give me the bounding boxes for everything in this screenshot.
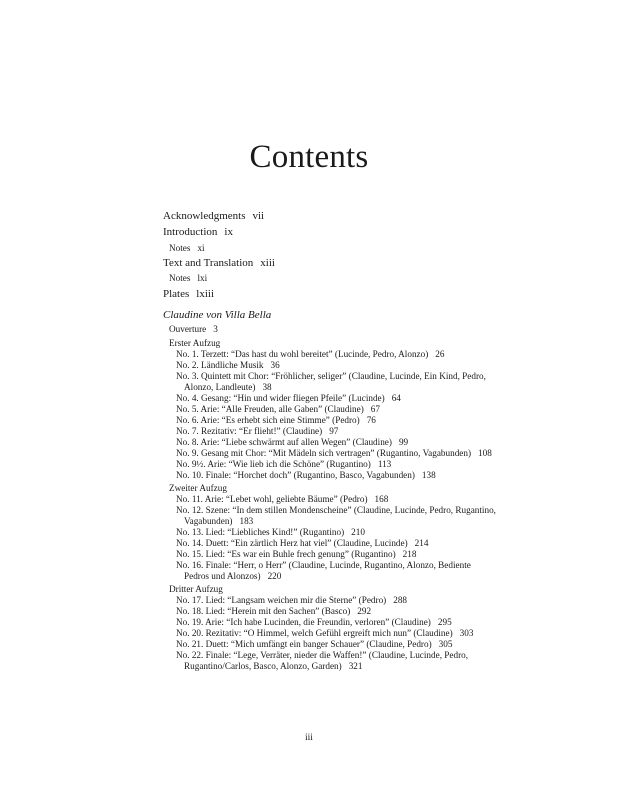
toc-entry-page: ix — [224, 226, 233, 238]
toc-entry-title: No. 2. Ländliche Musik — [176, 360, 264, 370]
toc-entry-title: No. 14. Duett: “Ein zärtlich Herz hat viel” (Claudine, Lucinde) — [176, 538, 408, 548]
toc-entry-page: 305 — [438, 639, 453, 649]
toc-entry-title: Introduction — [163, 226, 218, 238]
toc-entry-title: No. 4. Gesang: “Hin und wider fliegen Pfeile” (Lucinde) — [176, 393, 385, 403]
toc-entry — [184, 571, 281, 582]
toc-entry — [169, 324, 218, 335]
toc-entry-page: 218 — [402, 549, 417, 559]
toc-entry-title: No. 1. Terzett: “Das hast du wohl bereitet” (Lucinde, Pedro, Alonzo) — [176, 349, 429, 359]
toc-entry-title: Dritter Aufzug — [169, 584, 223, 594]
toc-entry-title: No. 20. Rezitativ: “O Himmel, welch Gefühl ergreift mich nun” (Claudine) — [176, 628, 453, 638]
toc-entry-page: 220 — [267, 571, 282, 581]
toc-entry — [163, 288, 214, 301]
toc-entry — [176, 617, 452, 628]
toc-entry-title: No. 22. Finale: “Lege, Verräter, nieder die Waffen!” (Claudine, Lucinde, Pedro, — [176, 650, 469, 660]
toc-entry-page: 183 — [239, 516, 254, 526]
toc-entry-page: 108 — [478, 448, 492, 458]
toc-entry-title: No. 15. Lied: “Es war ein Buhle frech genung” (Rugantino) — [176, 549, 396, 559]
toc-entry-page: 99 — [398, 437, 409, 447]
toc-entry-page: 97 — [329, 426, 339, 436]
toc-entry — [176, 459, 391, 470]
toc-entry — [176, 595, 407, 606]
toc-entry-title: No. 7. Rezitativ: “Er flieht!” (Claudine) — [176, 426, 323, 436]
toc-entry-page: lxiii — [196, 288, 215, 300]
toc-entry-page: 3 — [213, 324, 218, 334]
toc-entry-title: Erster Aufzug — [169, 338, 221, 348]
toc-entry-page: vii — [252, 210, 265, 222]
toc-entry-page: 38 — [262, 382, 272, 392]
toc-entry-page: 113 — [377, 459, 392, 469]
toc-entry-title: Vagabunden) — [184, 516, 233, 526]
toc-entry — [184, 661, 362, 672]
toc-entry — [163, 210, 264, 223]
toc-entry-title: Alonzo, Landleute) — [184, 382, 256, 392]
toc-entry-title: Claudine von Villa Bella — [163, 309, 272, 321]
toc-entry — [169, 243, 205, 254]
toc-entry-page: 292 — [357, 606, 372, 616]
toc-entry-page: 64 — [391, 393, 401, 403]
toc-entry-title: Zweiter Aufzug — [169, 483, 227, 493]
toc-entry-title: No. 9. Gesang mit Chor: “Mit Mädeln sich vertragen” (Rugantino, Vagabunden) — [176, 448, 472, 458]
toc-entry-page: 303 — [459, 628, 474, 638]
toc-entry-page: 26 — [435, 349, 445, 359]
toc-entry — [169, 273, 207, 284]
toc-entry — [184, 516, 253, 527]
toc-entry-title: No. 9½. Arie: “Wie lieb ich die Schöne” (Rugantino) — [176, 459, 371, 469]
toc-entry-title: No. 5. Arie: “Alle Freuden, alle Gaben” (Claudine) — [176, 404, 364, 414]
toc-entry — [176, 639, 452, 650]
toc-entry-title: Acknowledgments — [163, 210, 246, 222]
toc-entry-title: Pedros und Alonzos) — [184, 571, 261, 581]
toc-entry-title: No. 6. Arie: “Es erhebt sich eine Stimme” (Pedro) — [176, 415, 360, 425]
page-title: Contents — [249, 139, 369, 175]
toc-entry-page: 67 — [370, 404, 380, 414]
toc-entry — [169, 338, 220, 349]
toc-entry — [163, 309, 271, 322]
toc-entry — [176, 527, 365, 538]
toc-entry-title: No. 11. Arie: “Lebet wohl, geliebte Bäume” (Pedro) — [176, 494, 368, 504]
toc-entry — [176, 549, 416, 560]
toc-entry-title: No. 21. Duett: “Mich umfängt ein banger Schauer” (Claudine, Pedro) — [176, 639, 432, 649]
toc-entry — [169, 584, 223, 595]
toc-entry-title: No. 3. Quintett mit Chor: “Fröhlicher, seliger” (Claudine, Lucinde, Ein Kind, Pedro, — [176, 371, 486, 381]
toc-entry — [169, 483, 227, 494]
toc-entry-page: 321 — [348, 661, 363, 671]
toc-entry-title: No. 19. Arie: “Ich habe Lucinden, die Freundin, verloren” (Claudine) — [176, 617, 431, 627]
toc-entry — [176, 606, 371, 617]
toc-entry-page: 36 — [270, 360, 280, 370]
toc-entry-title: Notes — [169, 273, 191, 283]
toc-entry — [176, 393, 401, 404]
toc-entry — [163, 226, 233, 239]
toc-entry — [176, 437, 408, 448]
toc-entry-page: 168 — [374, 494, 389, 504]
toc-entry-title: No. 13. Lied: “Liebliches Kind!” (Rugantino) — [176, 527, 345, 537]
toc-entry-title: No. 12. Szene: “In dem stillen Mondenscheine” (Claudine, Lucinde, Pedro, Rugantino, — [176, 505, 496, 515]
toc-entry — [176, 349, 444, 360]
toc-entry-title: Ouverture — [169, 324, 207, 334]
toc-entry-page: 295 — [437, 617, 452, 627]
toc-entry-page: 210 — [351, 527, 365, 537]
toc-entry-page: 138 — [421, 470, 436, 480]
toc-entry-page: xi — [197, 243, 205, 253]
toc-entry — [176, 505, 496, 516]
toc-entry-title: No. 8. Arie: “Liebe schwärmt auf allen Wegen” (Claudine) — [176, 437, 392, 447]
toc-entry-page: lxi — [197, 273, 208, 283]
toc-entry-page: xiii — [260, 257, 275, 269]
toc-entry — [176, 404, 380, 415]
toc-entry — [176, 560, 471, 571]
toc-entry — [176, 360, 280, 371]
toc-entry — [176, 448, 492, 459]
toc-entry-title: Notes — [169, 243, 191, 253]
toc-entry-page: 76 — [366, 415, 376, 425]
toc-entry — [176, 650, 468, 661]
toc-entry — [176, 426, 338, 437]
toc-entry — [176, 628, 473, 639]
toc-entry-title: No. 17. Lied: “Langsam weichen mir die Sterne” (Pedro) — [176, 595, 387, 605]
toc-entry — [163, 257, 275, 270]
toc-entry — [176, 538, 428, 549]
toc-entry-page: 288 — [393, 595, 408, 605]
toc-entry — [176, 470, 436, 481]
toc-entry-title: No. 10. Finale: “Horchet doch” (Rugantino, Basco, Vagabunden) — [176, 470, 415, 480]
toc-entry-title: Rugantino/Carlos, Basco, Alonzo, Garden) — [184, 661, 342, 671]
toc-entry-title: Text and Translation — [163, 257, 254, 269]
toc-entry — [176, 494, 388, 505]
toc-entry-title: No. 16. Finale: “Herr, o Herr” (Claudine, Lucinde, Rugantino, Alonzo, Bediente — [176, 560, 471, 570]
toc-entry-title: No. 18. Lied: “Herein mit den Sachen” (Basco) — [176, 606, 351, 616]
page-number: iii — [305, 733, 313, 743]
toc-entry-page: 214 — [414, 538, 429, 548]
toc-entry — [176, 371, 486, 382]
toc-entry — [184, 382, 272, 393]
toc-entry-title: Plates — [163, 288, 190, 300]
toc-entry — [176, 415, 376, 426]
